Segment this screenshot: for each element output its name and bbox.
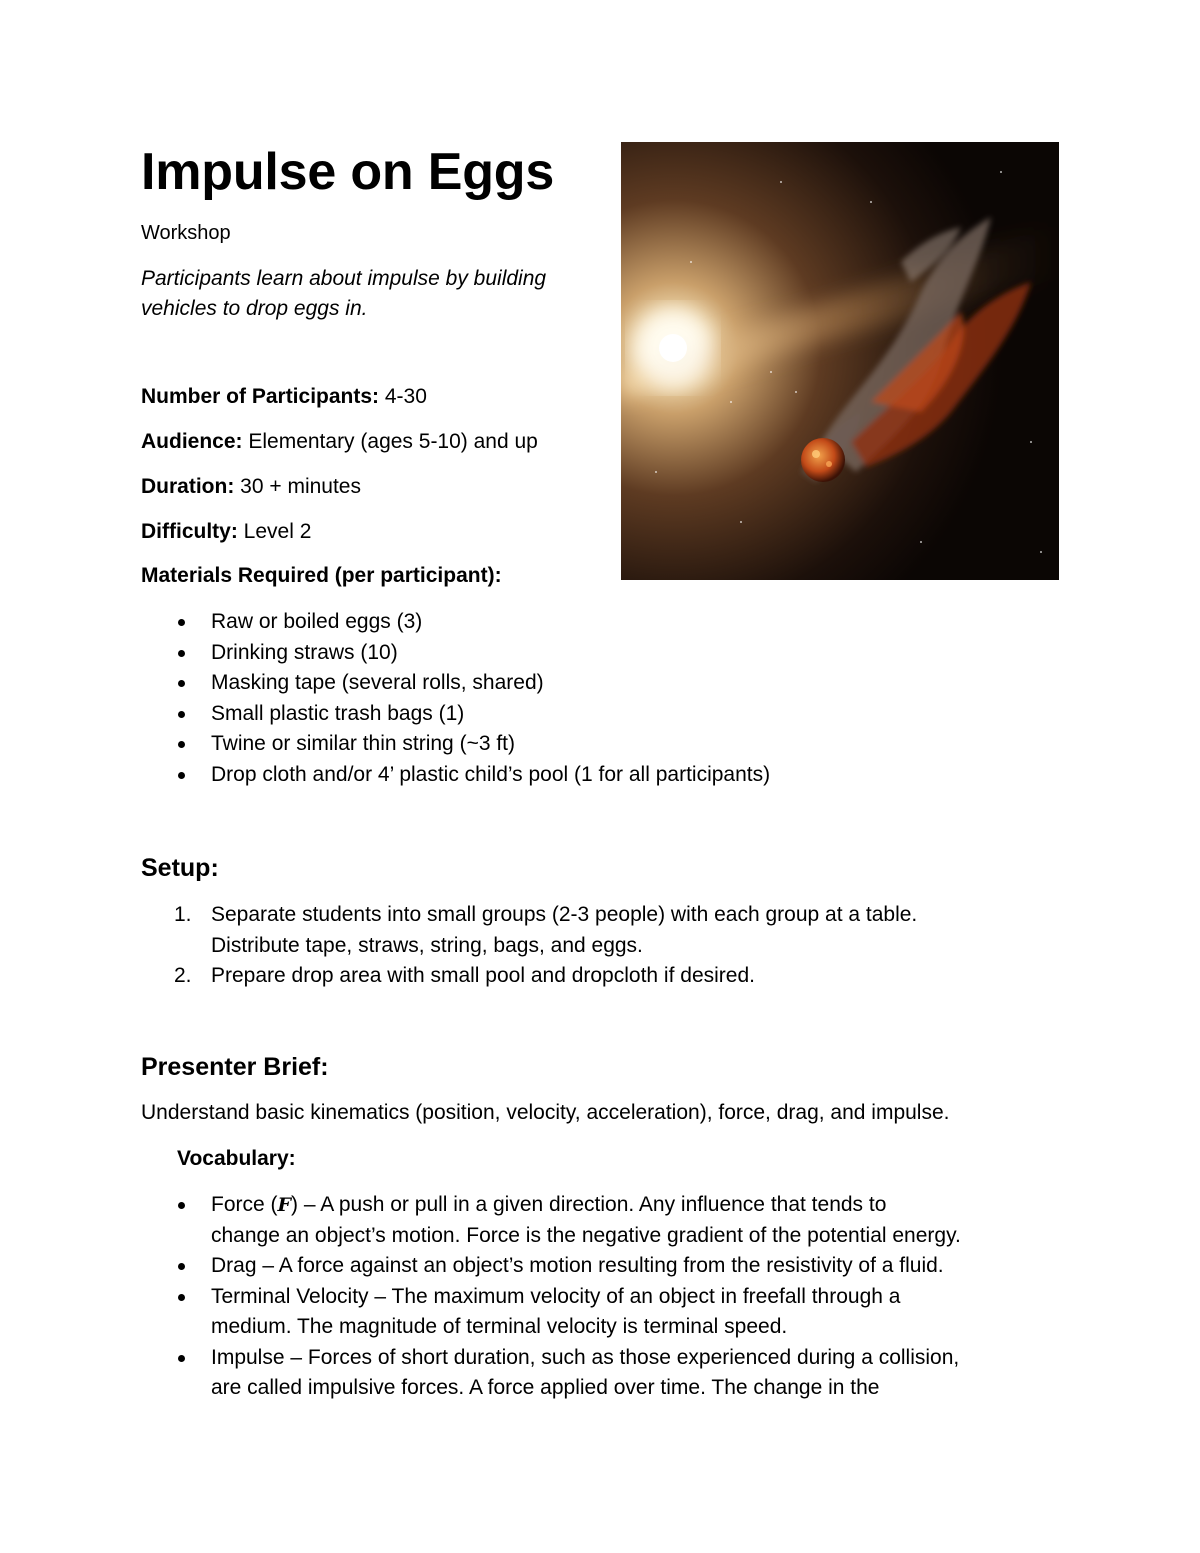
bullet-icon — [178, 772, 185, 779]
presenter-heading: Presenter Brief: — [141, 1053, 329, 1081]
list-item: Drag – A force against an object’s motion resulting from the resistivity of a fluid. — [141, 1251, 961, 1282]
step-number: 1. — [174, 903, 192, 926]
detail-value: Elementary (ages 5-10) and up — [242, 430, 538, 453]
list-item: Drinking straws (10) — [141, 638, 770, 669]
bullet-icon — [178, 1263, 185, 1270]
bullet-icon — [178, 1355, 185, 1362]
detail-duration — [141, 474, 361, 500]
detail-difficulty — [141, 519, 311, 545]
list-item: Terminal Velocity – The maximum velocity of an object in freefall through a medium. The magnitude of terminal velocity is terminal speed. — [141, 1282, 961, 1343]
bullet-icon — [178, 1294, 185, 1301]
list-item: Raw or boiled eggs (3) — [141, 607, 770, 638]
list-item: 2. Prepare drop area with small pool and dropcloth if desired. — [141, 961, 917, 992]
step-number: 2. — [174, 964, 192, 987]
detail-label: Number of Participants: — [141, 385, 380, 408]
list-item: Impulse – Forces of short duration, such as those experienced during a collision, are called impulsive forces. A force applied over time. The change in the — [141, 1343, 961, 1404]
presenter-intro: Understand basic kinematics (position, velocity, acceleration), force, drag, and impulse. — [141, 1101, 950, 1124]
vocab-heading: Vocabulary: — [177, 1147, 296, 1170]
bullet-icon — [178, 711, 185, 718]
detail-label: Difficulty: — [141, 520, 238, 543]
detail-materials — [141, 563, 502, 589]
list-item: Masking tape (several rolls, shared) — [141, 668, 770, 699]
vocab-list — [141, 1190, 961, 1404]
detail-label: Duration: — [141, 475, 235, 498]
page-subtitle: Workshop — [141, 222, 231, 244]
space-collision-illustration — [621, 142, 1059, 580]
detail-label: Materials Required (per participant): — [141, 564, 502, 587]
list-item: Small plastic trash bags (1) — [141, 699, 770, 730]
materials-list — [141, 607, 770, 790]
detail-label: Audience: — [141, 430, 243, 453]
detail-participants — [141, 384, 427, 410]
force-symbol: F — [277, 1194, 292, 1216]
bullet-icon — [178, 680, 185, 687]
list-item: Drop cloth and/or 4’ plastic child’s pool (1 for all participants) — [141, 760, 770, 791]
description-line: vehicles to drop eggs in. — [141, 297, 368, 320]
description-line: Participants learn about impulse by building — [141, 267, 547, 290]
bullet-icon — [178, 619, 185, 626]
list-item: Force (F) – A push or pull in a given direction. Any influence that tends to change an object’s motion. Force is the negative gradient of the potential energy. — [141, 1190, 961, 1251]
setup-steps — [141, 900, 917, 992]
bullet-icon — [178, 650, 185, 657]
page-title: Impulse on Eggs — [141, 143, 555, 201]
list-item: 1. Separate students into small groups (2-3 people) with each group at a table. Distribute tape, straws, string, bags, and eggs. — [141, 900, 917, 961]
detail-audience — [141, 429, 538, 455]
detail-value: 4-30 — [379, 385, 427, 408]
list-item: Twine or similar thin string (~3 ft) — [141, 729, 770, 760]
setup-heading: Setup: — [141, 854, 219, 882]
page-description — [141, 264, 611, 324]
detail-value: Level 2 — [237, 520, 312, 543]
bullet-icon — [178, 1202, 185, 1209]
detail-value: 30 + minutes — [234, 475, 361, 498]
bullet-icon — [178, 741, 185, 748]
